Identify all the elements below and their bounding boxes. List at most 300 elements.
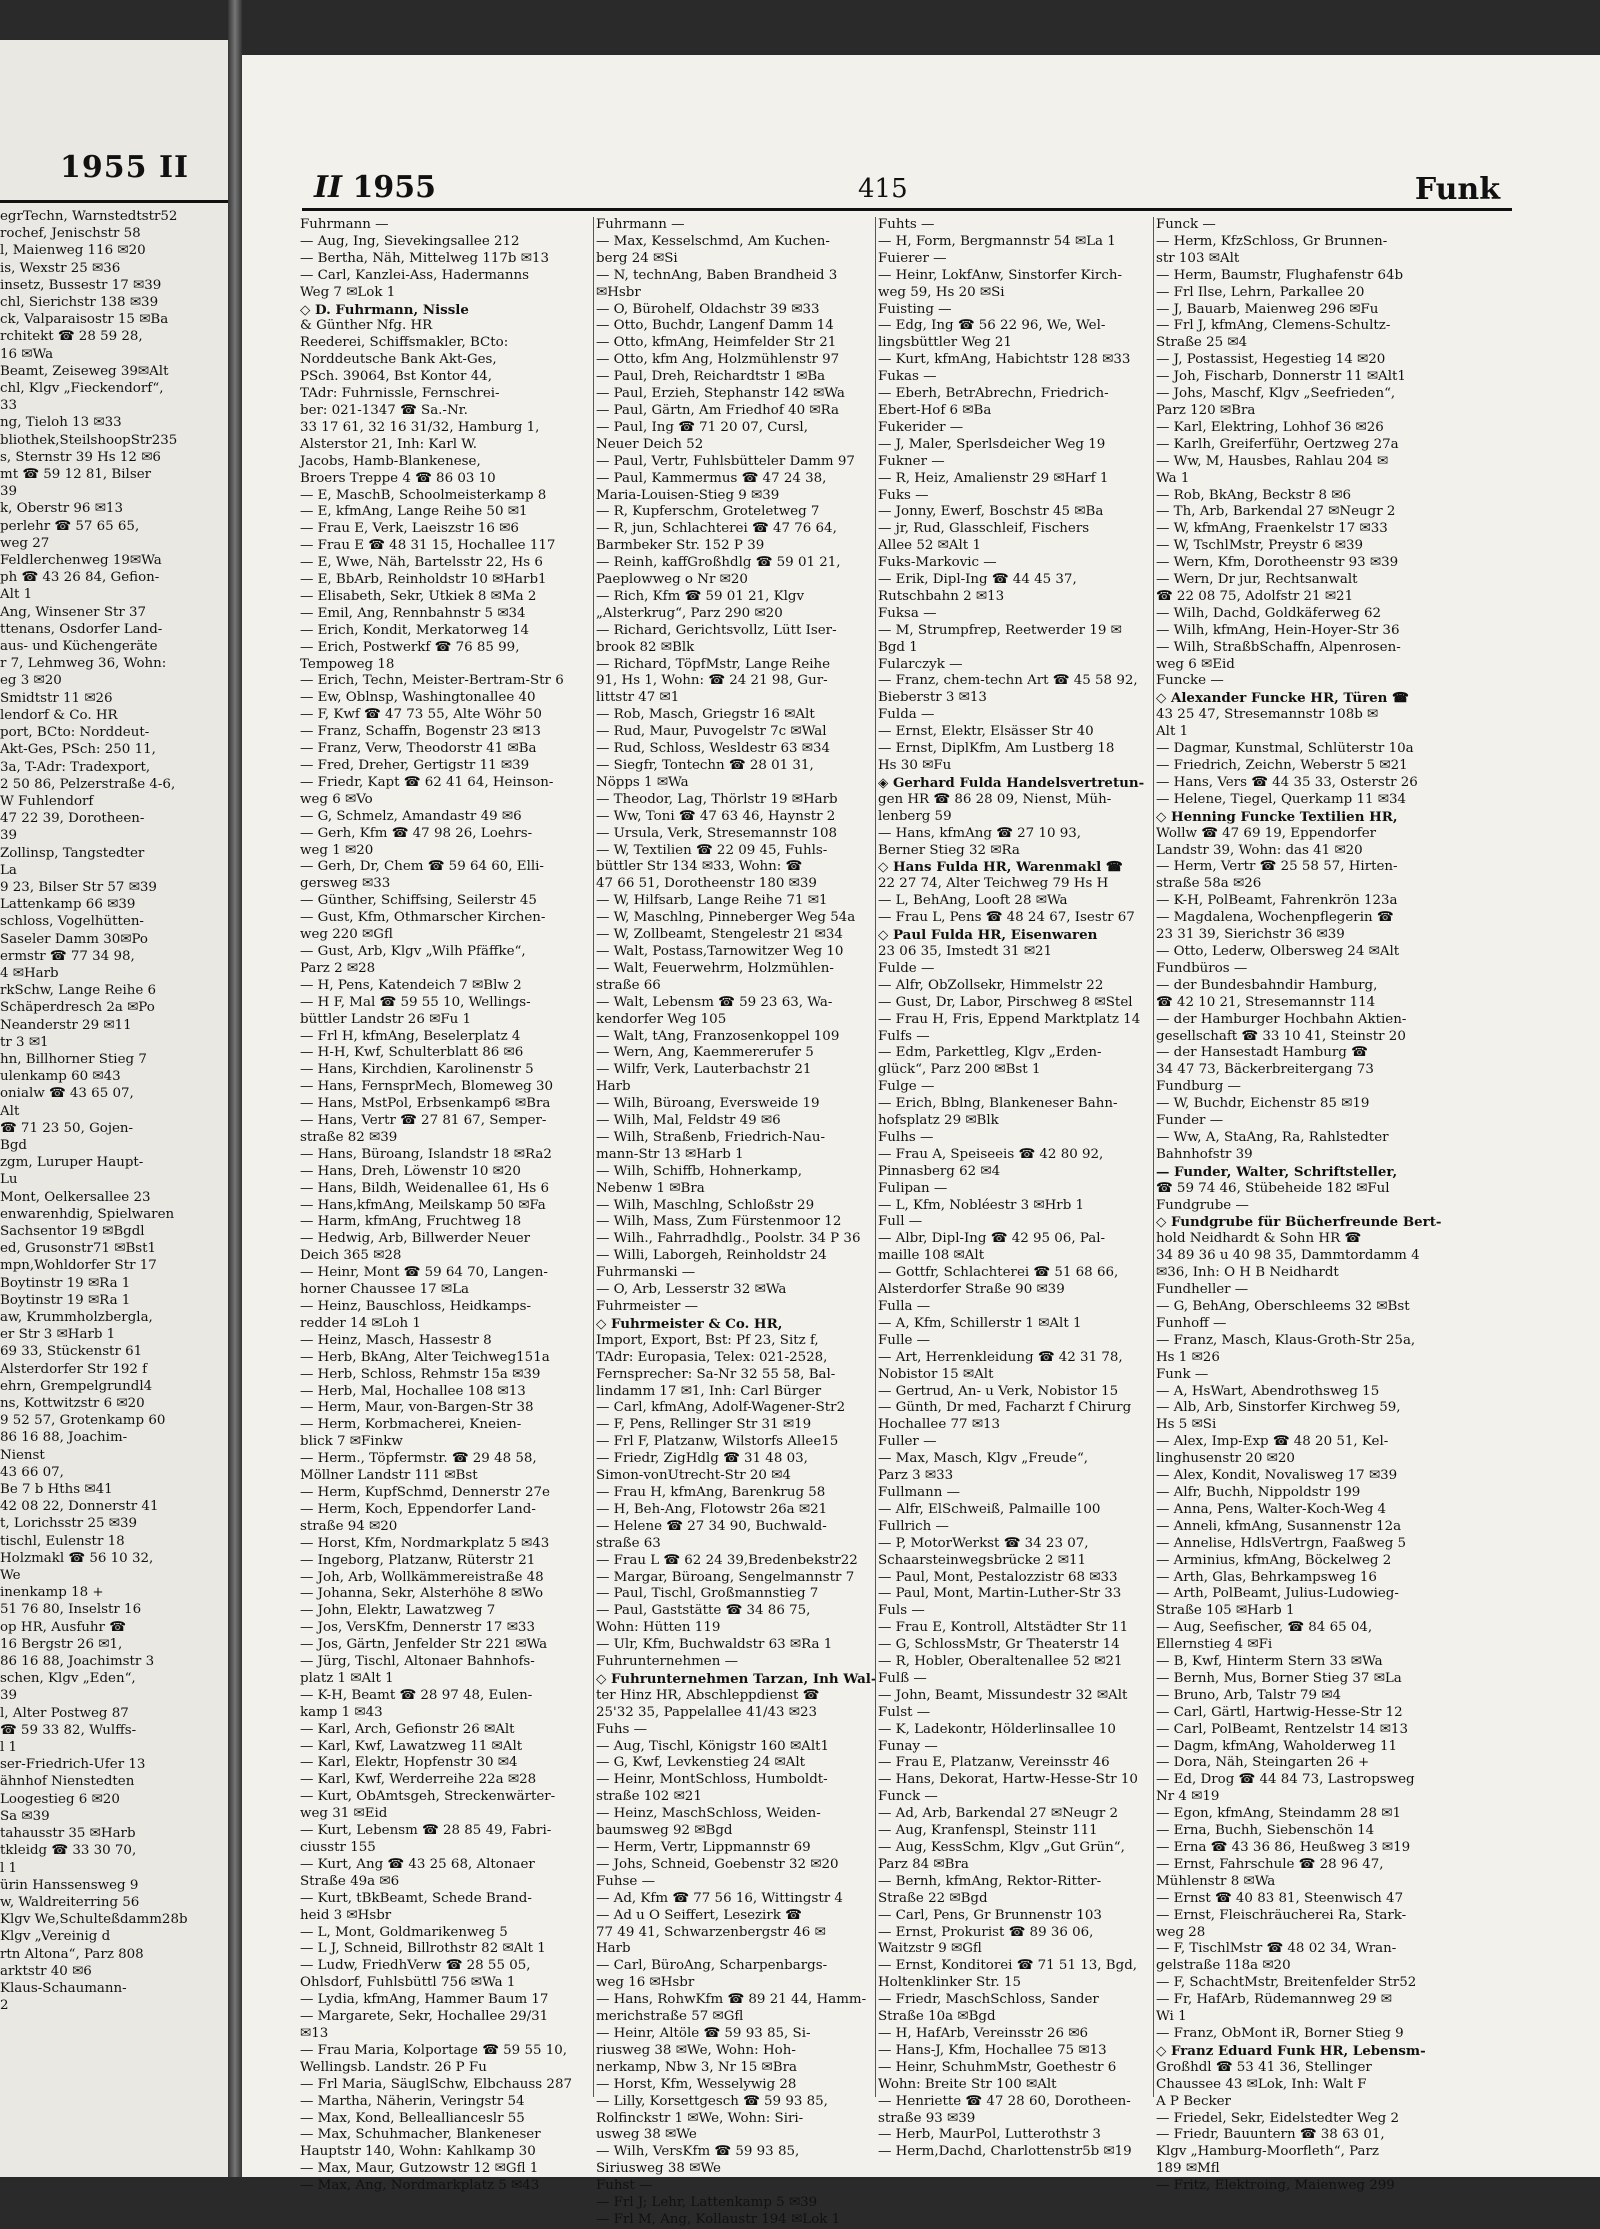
directory-entry-line: ürin Hanssensweg 9 bbox=[0, 1877, 139, 1893]
directory-entry-line: Ellernstieg 4 ✉Fi bbox=[1156, 1637, 1273, 1653]
directory-entry-line: — Friedrich, Zeichn, Weberstr 5 ✉21 bbox=[1156, 758, 1408, 773]
directory-entry-line: — O, Bürohelf, Oldachstr 39 ✉33 bbox=[596, 301, 820, 317]
directory-entry-line: ed, Grusonstr71 ✉Bst1 bbox=[0, 1241, 157, 1257]
directory-entry-line: Fuller — bbox=[878, 1434, 937, 1450]
column-divider bbox=[1153, 217, 1154, 2097]
directory-entry-line: — Paul, Dreh, Reichardtstr 1 ✉Ba bbox=[596, 369, 826, 385]
header-roman: II bbox=[314, 170, 343, 205]
left-page-rule bbox=[0, 200, 230, 203]
directory-entry-line: — Paul, Gärtn, Am Friedhof 40 ✉Ra bbox=[596, 402, 839, 418]
directory-entry-line: baumsweg 92 ✉Bgd bbox=[596, 1823, 733, 1839]
directory-entry-line: arktstr 40 ✉6 bbox=[0, 1963, 92, 1979]
directory-entry-line: Fuksa — bbox=[878, 605, 937, 621]
directory-entry-line: Fulst — bbox=[878, 1704, 931, 1720]
directory-entry-line: Hauptstr 140, Wohn: Kahlkamp 30 bbox=[300, 2144, 536, 2160]
directory-entry-line: — Gertrud, An- u Verk, Nobistor 15 bbox=[878, 1383, 1119, 1399]
directory-entry-line: — Heinr, Altöle ☎ 59 93 85, Si- bbox=[596, 2025, 811, 2041]
directory-entry-line: — M, Strumpfrep, Reetwerder 19 ✉ bbox=[878, 622, 1122, 638]
directory-entry-line: — Jürg, Tischl, Altonaer Bahnhofs- bbox=[300, 1654, 535, 1670]
directory-entry-line: — der Bundesbahndir Hamburg, bbox=[1156, 977, 1378, 993]
directory-entry-line: — J, Bauarb, Maienweg 296 ✉Fu bbox=[1156, 301, 1379, 317]
directory-entry-line: — Aug, Seefischer, ☎ 84 65 04, bbox=[1156, 1620, 1373, 1636]
directory-entry-line: enwarenhdig, Spielwaren bbox=[0, 1206, 175, 1222]
directory-entry-line: er Str 3 ✉Harb 1 bbox=[0, 1327, 116, 1343]
directory-entry-line: ng, Tieloh 13 ✉33 bbox=[0, 415, 122, 431]
directory-entry-line: Fundgrube — bbox=[1156, 1197, 1249, 1213]
directory-entry-line: schloss, Vogelhütten- bbox=[0, 914, 144, 930]
directory-entry-line: Wohn: Breite Str 100 ✉Alt bbox=[878, 2076, 1057, 2092]
directory-entry-line: büttler Landstr 26 ✉Fu 1 bbox=[300, 1011, 472, 1027]
directory-entry-line: — Walt, Feuerwehrm, Holzmühlen- bbox=[596, 960, 834, 976]
directory-entry-line: — Otto, kfmAng, Heimfelder Str 21 bbox=[596, 335, 837, 351]
directory-entry-line: — Herm, KupfSchmd, Dennerstr 27e bbox=[300, 1484, 550, 1500]
directory-entry-line: Import, Export, Bst: Pf 23, Sitz f, bbox=[596, 1332, 819, 1348]
directory-entry-line: — Karl, Elektring, Lohhof 36 ✉26 bbox=[1156, 419, 1384, 435]
directory-entry-line: — Arth, Glas, Behrkampsweg 16 bbox=[1156, 1569, 1377, 1585]
directory-entry-line: Fuhrunternehmen — bbox=[596, 1654, 738, 1670]
directory-entry-line: ◇ Fuhrmeister & Co. HR, bbox=[596, 1315, 783, 1332]
directory-entry-line: l, Alter Postweg 87 bbox=[0, 1705, 129, 1721]
directory-entry-line: — Bertha, Näh, Mittelweg 117b ✉13 bbox=[300, 250, 549, 266]
directory-entry-line: — Ludw, FriedhVerw ☎ 28 55 05, bbox=[300, 1958, 531, 1974]
directory-entry-line: maille 108 ✉Alt bbox=[878, 1248, 985, 1264]
directory-entry-line: linghusenstr 20 ✉20 bbox=[1156, 1451, 1295, 1467]
directory-entry-line: 3a, T-Adr: Tradexport, bbox=[0, 759, 151, 775]
directory-entry-line: w, Waldreiterring 56 bbox=[0, 1894, 140, 1910]
directory-entry-line: — Kurt, kfmAng, Habichtstr 128 ✉33 bbox=[878, 352, 1131, 368]
directory-entry-line: — Th, Arb, Barkendal 27 ✉Neugr 2 bbox=[1156, 504, 1396, 520]
directory-entry-line: brook 82 ✉Blk bbox=[596, 639, 695, 655]
directory-entry-line: — Dagm, kfmAng, Waholderweg 11 bbox=[1156, 1738, 1397, 1754]
directory-entry-line: — Frau E, Kontroll, Altstädter Str 11 bbox=[878, 1620, 1129, 1636]
directory-entry-line: rtn Altona“, Parz 808 bbox=[0, 1946, 144, 1962]
directory-entry-line: 4 ✉Harb bbox=[0, 965, 59, 981]
directory-entry-line: — Herm, Vertr, Lippmannstr 69 bbox=[596, 1840, 811, 1855]
directory-entry-line: — Magdalena, Wochenpflegerin ☎ bbox=[1156, 910, 1394, 926]
directory-entry-line: — Ernst, Fahrschule ☎ 28 96 47, bbox=[1156, 1856, 1384, 1872]
directory-entry-line: weg 6 ✉Vo bbox=[300, 791, 373, 807]
directory-entry-line: straße 66 bbox=[596, 977, 661, 993]
directory-entry-line: — Karl, Kwf, Werderreihe 22a ✉28 bbox=[300, 1772, 537, 1788]
directory-entry-line: — Helene ☎ 27 34 90, Buchwald- bbox=[596, 1518, 827, 1534]
directory-entry-line: — Herm, Maur, von-Bargen-Str 38 bbox=[300, 1400, 534, 1416]
directory-entry-line: ◇ Fuhrunternehmen Tarzan, Inh Wal- bbox=[596, 1670, 877, 1687]
directory-entry-line: Möllner Landstr 111 ✉Bst bbox=[300, 1468, 478, 1484]
directory-entry-line: büttler Str 134 ✉33, Wohn: ☎ bbox=[596, 859, 803, 875]
directory-entry-line: — H, Beh-Ang, Flotowstr 26a ✉21 bbox=[596, 1501, 828, 1517]
directory-entry-line: — A, Kfm, Schillerstr 1 ✉Alt 1 bbox=[878, 1315, 1082, 1331]
directory-entry-line: — Hans, Vertr ☎ 27 81 67, Semper- bbox=[300, 1113, 547, 1129]
directory-entry-line: Fuhrmanski — bbox=[596, 1265, 696, 1281]
directory-entry-line: — Gerh, Dr, Chem ☎ 59 64 60, Elli- bbox=[300, 859, 544, 875]
directory-entry-line: Fuls — bbox=[878, 1603, 925, 1619]
directory-entry-line: — W, TschlMstr, Preystr 6 ✉39 bbox=[1156, 538, 1364, 554]
directory-entry-line: Fulge — bbox=[878, 1079, 935, 1095]
directory-entry-line: usweg 38 ✉We bbox=[596, 2127, 697, 2143]
directory-entry-line: Fuierer — bbox=[878, 250, 947, 266]
directory-entry-line: 16 Bergstr 26 ✉1, bbox=[0, 1636, 123, 1652]
header-volume bbox=[314, 170, 436, 205]
directory-entry-line: 16 ✉Wa bbox=[0, 346, 54, 362]
directory-entry-line: — Hans, Büroang, Islandstr 18 ✉Ra2 bbox=[300, 1146, 552, 1162]
directory-entry-line: kamp 1 ✉43 bbox=[300, 1704, 383, 1720]
directory-entry-line: straße 58a ✉26 bbox=[1156, 876, 1262, 892]
directory-entry-line: Neuer Deich 52 bbox=[596, 436, 704, 452]
directory-entry-line: Neanderstr 29 ✉11 bbox=[0, 1017, 132, 1033]
directory-entry-line: berg 24 ✉Si bbox=[596, 250, 678, 266]
directory-entry-line: ermstr ☎ 77 34 98, bbox=[0, 948, 135, 964]
directory-entry-line: Alt 1 bbox=[0, 587, 33, 603]
directory-entry-line: is, Wexstr 25 ✉36 bbox=[0, 260, 121, 276]
directory-entry-line: mt ☎ 59 12 81, Bilser bbox=[0, 467, 152, 483]
directory-entry-line: — Heinz, Masch, Hassestr 8 bbox=[300, 1332, 492, 1348]
directory-entry-line: ber: 021-1347 ☎ Sa.-Nr. bbox=[300, 402, 468, 418]
directory-entry-line: — Rud, Schloss, Wesldestr 63 ✉34 bbox=[596, 741, 831, 757]
directory-entry-line: Jacobs, Hamb-Blankenese, bbox=[300, 453, 481, 469]
directory-entry-line: hn, Billhorner Stieg 7 bbox=[0, 1051, 147, 1067]
directory-entry-line: — Gottfr, Schlachterei ☎ 51 68 66, bbox=[878, 1265, 1119, 1281]
directory-entry-line: A P Becker bbox=[1156, 2093, 1231, 2109]
directory-entry-line: — Friedr, ZigHdlg ☎ 31 48 03, bbox=[596, 1451, 808, 1467]
directory-entry-line: Broers Treppe 4 ☎ 86 03 10 bbox=[300, 470, 496, 486]
directory-entry-line: ◇ Hans Fulda HR, Warenmakl ☎ bbox=[878, 859, 1123, 876]
directory-entry-line: — Erna ☎ 43 36 86, Heußweg 3 ✉19 bbox=[1156, 1840, 1411, 1855]
directory-entry-line: Nr 4 ✉19 bbox=[1156, 1789, 1220, 1805]
directory-entry-line: 91, Hs 1, Wohn: ☎ 24 21 98, Gur- bbox=[596, 673, 828, 689]
directory-entry-line: 34 47 73, Bäckerbreitergang 73 bbox=[1156, 1062, 1374, 1078]
directory-entry-line: Ohlsdorf, Fuhlsbüttl 756 ✉Wa 1 bbox=[300, 1975, 516, 1991]
directory-entry-line: Rolfinckstr 1 ✉We, Wohn: Siri- bbox=[596, 2110, 804, 2126]
directory-entry-line: t, Lorichsstr 25 ✉39 bbox=[0, 1516, 137, 1532]
directory-entry-line: insetz, Bussestr 17 ✉39 bbox=[0, 277, 162, 293]
directory-entry-line: Fulde — bbox=[878, 960, 935, 976]
directory-entry-line: — Carl, Pens, Gr Brunnenstr 103 bbox=[878, 1907, 1102, 1923]
directory-entry-line: Hochallee 77 ✉13 bbox=[878, 1417, 1001, 1433]
directory-entry-line: 189 ✉Mfl bbox=[1156, 2161, 1220, 2177]
directory-entry-line: Fulle — bbox=[878, 1332, 931, 1348]
directory-entry-line: Fuks — bbox=[878, 487, 929, 503]
directory-entry-line: Alsterstor 21, Inh: Karl W. bbox=[300, 436, 477, 452]
book-gutter bbox=[228, 0, 242, 2177]
directory-entry-line: — Franz, Schaffn, Bogenstr 23 ✉13 bbox=[300, 724, 541, 740]
directory-entry-line: Fulda — bbox=[878, 707, 935, 723]
directory-entry-line: straße 82 ✉39 bbox=[300, 1129, 398, 1145]
directory-entry-line: — Franz, ObMont iR, Borner Stieg 9 bbox=[1156, 2025, 1404, 2041]
directory-entry-line: Hs 5 ✉Si bbox=[1156, 1417, 1217, 1433]
directory-entry-line: ✉36, Inh: O H B Neidhardt bbox=[1156, 1265, 1339, 1281]
left-facing-page bbox=[0, 40, 230, 2177]
directory-entry-line: — G, Kwf, Levkenstieg 24 ✉Alt bbox=[596, 1755, 806, 1771]
directory-entry-line: ✉13 bbox=[300, 2025, 329, 2041]
directory-entry-line: — Lilly, Korsettgesch ☎ 59 93 85, bbox=[596, 2093, 828, 2109]
directory-entry-line: Mühlenstr 8 ✉Wa bbox=[1156, 1873, 1276, 1889]
directory-entry-line: — Henriette ☎ 47 28 60, Dorotheen- bbox=[878, 2093, 1131, 2109]
directory-entry-line: — Helene, Tiegel, Querkamp 11 ✉34 bbox=[1156, 791, 1407, 807]
header-year: 1955 bbox=[352, 170, 437, 205]
directory-entry-line: Fukas — bbox=[878, 369, 937, 385]
directory-entry-line: Full — bbox=[878, 1214, 923, 1230]
directory-entry-line: — Alb, Arb, Sinstorfer Kirchweg 59, bbox=[1156, 1400, 1401, 1416]
directory-entry-line: Fukner — bbox=[878, 453, 945, 469]
directory-entry-line: — Gust, Kfm, Othmarscher Kirchen- bbox=[300, 910, 546, 926]
directory-entry-line: — Max, Schuhmacher, Blankeneser bbox=[300, 2127, 541, 2143]
directory-entry-line: — Wilh., Fahrradhdlg., Poolstr. 34 P 36 bbox=[596, 1231, 861, 1247]
directory-entry-line: — Heinr, MontSchloss, Humboldt- bbox=[596, 1772, 828, 1788]
directory-entry-line: Smidtstr 11 ✉26 bbox=[0, 690, 113, 706]
directory-entry-line: Waitzstr 9 ✉Gfl bbox=[878, 1941, 982, 1957]
directory-entry-line: — Edg, Ing ☎ 56 22 96, We, Wel- bbox=[878, 318, 1106, 334]
directory-entry-line: — Kurt, ObAmtsgeh, Streckenwärter- bbox=[300, 1789, 556, 1805]
directory-entry-line: ciusstr 155 bbox=[300, 1840, 376, 1855]
directory-entry-line: — Rud, Maur, Puvogelstr 7c ✉Wal bbox=[596, 724, 827, 740]
directory-entry-line: ns, Kottwitzstr 6 ✉20 bbox=[0, 1396, 145, 1412]
directory-entry-line: chl, Sierichstr 138 ✉39 bbox=[0, 295, 159, 311]
directory-entry-line: — Heinz, MaschSchloss, Weiden- bbox=[596, 1806, 821, 1822]
directory-entry-line: Alsterdorfer Straße 90 ✉39 bbox=[878, 1282, 1065, 1298]
directory-entry-line: Fuhrmeister — bbox=[596, 1299, 699, 1314]
directory-entry-line: — W, kfmAng, Fraenkelstr 17 ✉33 bbox=[1156, 521, 1388, 537]
directory-entry-line: — Frau E ☎ 48 31 15, Hochallee 117 bbox=[300, 538, 556, 554]
directory-entry-line: TAdr: Europasia, Telex: 021-2528, bbox=[596, 1349, 828, 1365]
directory-entry-line: — Siegfr, Tontechn ☎ 28 01 31, bbox=[596, 758, 814, 773]
directory-entry-line: — Frl Ilse, Lehrn, Parkallee 20 bbox=[1156, 284, 1365, 300]
directory-entry-line: — Wilh, VersKfm ☎ 59 93 85, bbox=[596, 2144, 800, 2160]
directory-entry-line: — Friedr, Kapt ☎ 62 41 64, Heinson- bbox=[300, 774, 554, 790]
directory-page bbox=[242, 55, 1600, 2227]
directory-entry-line: — F, Kwf ☎ 47 73 55, Alte Wöhr 50 bbox=[300, 707, 542, 723]
directory-entry-line: Landstr 39, Wohn: das 41 ✉20 bbox=[1156, 842, 1363, 858]
directory-entry-line: Fulfs — bbox=[878, 1028, 930, 1044]
directory-entry-line: — Ingeborg, Platzanw, Rüterstr 21 bbox=[300, 1552, 536, 1568]
directory-entry-line: — Karl, Arch, Gefionstr 26 ✉Alt bbox=[300, 1721, 515, 1737]
directory-entry-line: — Hans,kfmAng, Meilskamp 50 ✉Fa bbox=[300, 1197, 546, 1213]
directory-entry-line: ◈ Gerhard Fulda Handelsvertretun- bbox=[878, 774, 1145, 791]
directory-entry-line: Funck — bbox=[878, 1789, 938, 1805]
directory-entry-line: lenberg 59 bbox=[878, 808, 952, 824]
directory-entry-line: — K-H, PolBeamt, Fahrenkrön 123a bbox=[1156, 893, 1398, 909]
directory-entry-line: — Frau H, kfmAng, Barenkrug 58 bbox=[596, 1484, 826, 1500]
directory-entry-line: heid 3 ✉Hsbr bbox=[300, 1907, 392, 1923]
directory-entry-line: — Hans, Kirchdien, Karolinenstr 5 bbox=[300, 1062, 534, 1078]
directory-entry-line: — Hans, FernsprMech, Blomeweg 30 bbox=[300, 1079, 554, 1095]
directory-entry-line: straße 94 ✉20 bbox=[300, 1518, 398, 1534]
directory-entry-line: Fundburg — bbox=[1156, 1079, 1241, 1095]
directory-entry-line: — G, BehAng, Oberschleems 32 ✉Bst bbox=[1156, 1299, 1410, 1314]
directory-entry-line: Schäperdresch 2a ✉Po bbox=[0, 1000, 155, 1016]
directory-entry-line: Funay — bbox=[878, 1738, 938, 1754]
directory-entry-line: schen, Klgv „Eden“, bbox=[0, 1671, 136, 1687]
directory-entry-line: — Hans, Bildh, Weidenallee 61, Hs 6 bbox=[300, 1180, 549, 1196]
directory-entry-line: — Annelise, HdlsVertrgn, Faaßweg 5 bbox=[1156, 1535, 1407, 1551]
directory-entry-line: — Albr, Dipl-Ing ☎ 42 95 06, Pal- bbox=[878, 1231, 1106, 1247]
directory-entry-line: — Rob, Masch, Griegstr 16 ✉Alt bbox=[596, 707, 815, 723]
directory-entry-line: Parz 2 ✉28 bbox=[300, 960, 376, 976]
directory-entry-line: — Rich, Kfm ☎ 59 01 21, Klgv bbox=[596, 588, 805, 604]
directory-entry-line: Funder — bbox=[1156, 1113, 1224, 1129]
directory-entry-line: — W, Textilien ☎ 22 09 45, Fuhls- bbox=[596, 842, 828, 858]
directory-entry-line: — Ernst, Prokurist ☎ 89 36 06, bbox=[878, 1924, 1094, 1940]
directory-entry-line: — Ernst, Fleischräucherei Ra, Stark- bbox=[1156, 1907, 1407, 1923]
directory-entry-line: — F, TischlMstr ☎ 48 02 34, Wran- bbox=[1156, 1941, 1397, 1957]
directory-entry-line: — Horst, Kfm, Wesselywig 28 bbox=[596, 2076, 797, 2092]
directory-entry-line: — Hans, Dekorat, Hartw-Hesse-Str 10 bbox=[878, 1772, 1138, 1788]
directory-entry-line: — Frl J; Lehr, Lattenkamp 5 ✉39 bbox=[596, 2195, 818, 2211]
directory-entry-line: — Eberh, BetrAbrechn, Friedrich- bbox=[878, 386, 1109, 402]
directory-entry-line: — Hans, RohwKfm ☎ 89 21 44, Hamm- bbox=[596, 1992, 867, 2008]
directory-entry-line: — L, Kfm, Nobléestr 3 ✉Hrb 1 bbox=[878, 1197, 1085, 1213]
directory-entry-line: — Heinr, LokfAnw, Sinstorfer Kirch- bbox=[878, 267, 1122, 283]
directory-entry-line: Tempoweg 18 bbox=[300, 656, 395, 672]
directory-entry-line: Fuhrmann — bbox=[300, 217, 389, 232]
directory-entry-line: Fuhts — bbox=[878, 217, 935, 232]
directory-entry-line: — Wern, Kfm, Dorotheenstr 93 ✉39 bbox=[1156, 555, 1399, 571]
directory-entry-line: — R, Heiz, Amalienstr 29 ✉Harf 1 bbox=[878, 470, 1109, 486]
directory-entry-line: — Herm., Töpfermstr. ☎ 29 48 58, bbox=[300, 1451, 537, 1467]
directory-entry-line: Wohn: Hütten 119 bbox=[596, 1620, 721, 1636]
directory-entry-line: Fuks-Markovic — bbox=[878, 555, 997, 571]
directory-entry-line: Alsterdorfer Str 192 f bbox=[0, 1361, 148, 1377]
directory-entry-line: — Ad, Kfm ☎ 77 56 16, Wittingstr 4 bbox=[596, 1890, 843, 1906]
directory-entry-line: — Frl Maria, SäuglSchw, Elbchauss 287 bbox=[300, 2076, 572, 2092]
directory-entry-line: l, Maienweg 116 ✉20 bbox=[0, 243, 146, 259]
directory-entry-line: — Arth, PolBeamt, Julius-Ludowieg- bbox=[1156, 1586, 1399, 1602]
directory-entry-line: — W, Hilfsarb, Lange Reihe 71 ✉1 bbox=[596, 893, 828, 909]
directory-entry-line: — F, Pens, Rellinger Str 31 ✉19 bbox=[596, 1417, 812, 1433]
directory-entry-line: — John, Elektr, Lawatzweg 7 bbox=[300, 1603, 496, 1619]
directory-entry-line: Fuhrmann — bbox=[596, 217, 685, 232]
directory-entry-line: lingsbüttler Weg 21 bbox=[878, 335, 1012, 351]
directory-column-2 bbox=[596, 217, 877, 2227]
directory-entry-line: — Ernst, Konditorei ☎ 71 51 13, Bgd, bbox=[878, 1958, 1138, 1974]
directory-entry-line: rchitekt ☎ 28 59 28, bbox=[0, 329, 143, 345]
directory-entry-line: Bgd bbox=[0, 1137, 27, 1153]
directory-entry-line: — Carl, BüroAng, Scharpenbargs- bbox=[596, 1958, 828, 1974]
directory-entry-line: — Wilh, Schiffb, Hohnerkamp, bbox=[596, 1163, 802, 1179]
directory-entry-line: — Friedel, Sekr, Eidelstedter Weg 2 bbox=[1156, 2110, 1399, 2126]
directory-entry-line: — Kurt, Ang ☎ 43 25 68, Altonaer bbox=[300, 1856, 535, 1872]
directory-entry-line: Straße 105 ✉Harb 1 bbox=[1156, 1603, 1295, 1619]
directory-entry-line: hold Neidhardt & Sohn HR ☎ bbox=[1156, 1231, 1362, 1247]
directory-entry-line: 77 49 41, Schwarzenbergstr 46 ✉ bbox=[596, 1924, 826, 1940]
directory-entry-line: aus- und Küchengeräte bbox=[0, 639, 158, 655]
directory-entry-line: — Ad u O Seiffert, Lesezirk ☎ bbox=[596, 1907, 802, 1923]
directory-entry-line: Zollinsp, Tangstedter bbox=[0, 845, 145, 861]
directory-entry-line: weg 220 ✉Gfl bbox=[300, 927, 393, 943]
directory-entry-line: — Reinh, kaffGroßhdlg ☎ 59 01 21, bbox=[596, 555, 841, 571]
directory-entry-line: — Karl, Kwf, Lawatzweg 11 ✉Alt bbox=[300, 1738, 523, 1754]
directory-entry-line: — Alfr, ObZollsekr, Himmelstr 22 bbox=[878, 977, 1104, 993]
directory-entry-line: — Ulr, Kfm, Buchwaldstr 63 ✉Ra 1 bbox=[596, 1637, 833, 1653]
directory-entry-line: 39 bbox=[0, 1688, 18, 1704]
directory-entry-line: gen HR ☎ 86 28 09, Nienst, Müh- bbox=[878, 791, 1112, 807]
directory-entry-line: — Margar, Büroang, Sengelmannstr 7 bbox=[596, 1569, 855, 1585]
directory-entry-line: — Egon, kfmAng, Steindamm 28 ✉1 bbox=[1156, 1806, 1401, 1822]
directory-entry-line: — Walt, Postass,Tarnowitzer Weg 10 bbox=[596, 943, 844, 959]
directory-entry-line: ser-Friedrich-Ufer 13 bbox=[0, 1757, 146, 1773]
directory-entry-line: ulenkamp 60 ✉43 bbox=[0, 1069, 121, 1085]
directory-entry-line: — K-H, Beamt ☎ 28 97 48, Eulen- bbox=[300, 1687, 533, 1703]
directory-entry-line: — Ernst ☎ 40 83 81, Steenwisch 47 bbox=[1156, 1890, 1404, 1906]
directory-entry-line: — Erich, Bblng, Blankeneser Bahn- bbox=[878, 1096, 1118, 1112]
directory-entry-line: Lu bbox=[0, 1172, 18, 1188]
directory-entry-line: littstr 47 ✉1 bbox=[596, 690, 680, 706]
directory-entry-line: — Herm, Korbmacherei, Kneien- bbox=[300, 1417, 522, 1433]
directory-entry-line: — der Hamburger Hochbahn Aktien- bbox=[1156, 1011, 1407, 1027]
directory-entry-line: — Paul, Tischl, Großmannstieg 7 bbox=[596, 1586, 819, 1602]
directory-entry-line: l 1 bbox=[0, 1860, 18, 1876]
directory-entry-line: l 1 bbox=[0, 1740, 18, 1756]
directory-entry-line: — Franz, Masch, Klaus-Groth-Str 25a, bbox=[1156, 1332, 1416, 1348]
directory-entry-line: ◇ Alexander Funcke HR, Türen ☎ bbox=[1156, 690, 1409, 707]
directory-entry-line: — Paul, Vertr, Fuhlsbütteler Damm 97 bbox=[596, 453, 855, 469]
directory-entry-line: Straße 25 ✉4 bbox=[1156, 335, 1248, 351]
directory-entry-line: — Paul, Mont, Pestalozzistr 68 ✉33 bbox=[878, 1569, 1118, 1585]
directory-entry-line: — Aug, KessSchm, Klgv „Gut Grün“, bbox=[878, 1840, 1125, 1855]
directory-entry-line: 47 22 39, Dorotheen- bbox=[0, 811, 145, 827]
directory-entry-line: Fullmann — bbox=[878, 1484, 961, 1500]
directory-entry-line: — H, Form, Bergmannstr 54 ✉La 1 bbox=[878, 233, 1116, 249]
directory-entry-line: chl, Klgv „Fieckendorf“, bbox=[0, 381, 164, 397]
directory-column-1 bbox=[300, 217, 590, 2194]
directory-entry-line: — H, Pens, Katendeich 7 ✉Blw 2 bbox=[300, 977, 522, 993]
directory-entry-line: — Gust, Dr, Labor, Pirschweg 8 ✉Stel bbox=[878, 994, 1133, 1010]
directory-entry-line: — Willi, Laborgeh, Reinholdstr 24 bbox=[596, 1248, 827, 1264]
directory-entry-line: — G, Schmelz, Amandastr 49 ✉6 bbox=[300, 808, 522, 824]
directory-entry-line: Funk — bbox=[1156, 1366, 1209, 1382]
directory-entry-line: platz 1 ✉Alt 1 bbox=[300, 1670, 394, 1686]
directory-entry-line: Nienst bbox=[0, 1447, 45, 1463]
directory-entry-line: Schaarsteinwegsbrücke 2 ✉11 bbox=[878, 1552, 1087, 1568]
directory-entry-line: — Hans, MstPol, Erbsenkamp6 ✉Bra bbox=[300, 1096, 551, 1112]
directory-entry-line: — Emil, Ang, Rennbahnstr 5 ✉34 bbox=[300, 605, 526, 621]
directory-entry-line: Wollw ☎ 47 69 19, Eppendorfer bbox=[1156, 825, 1377, 841]
directory-entry-line: Wi 1 bbox=[1156, 2009, 1187, 2025]
directory-entry-line: Fuhs — bbox=[596, 1721, 648, 1737]
directory-entry-line: Hs 30 ✉Fu bbox=[878, 758, 952, 773]
directory-entry-line: — Wilh, Büroang, Eversweide 19 bbox=[596, 1096, 820, 1112]
directory-entry-line: 51 76 80, Inselstr 16 bbox=[0, 1602, 142, 1618]
directory-entry-line: redder 14 ✉Loh 1 bbox=[300, 1315, 421, 1331]
directory-entry-line: — Paul, Kammermus ☎ 47 24 38, bbox=[596, 470, 827, 486]
directory-entry-line: — Alfr, ElSchweiß, Palmaille 100 bbox=[878, 1501, 1101, 1517]
directory-entry-line: — Richard, TöpfMstr, Lange Reihe bbox=[596, 656, 831, 672]
directory-entry-line: — Herm, Koch, Eppendorfer Land- bbox=[300, 1501, 536, 1517]
directory-entry-line: rkSchw, Lange Reihe 6 bbox=[0, 983, 157, 999]
directory-entry-line: aw, Krummholzbergla, bbox=[0, 1310, 153, 1325]
directory-entry-line: straße 63 bbox=[596, 1535, 661, 1551]
directory-entry-line: ähnhof Nienstedten bbox=[0, 1774, 135, 1790]
directory-entry-line: ◇ Henning Funcke Textilien HR, bbox=[1156, 808, 1398, 825]
directory-entry-line: TAdr: Fuhrnissle, Fernschrei- bbox=[300, 386, 500, 402]
directory-entry-line: — Max, Masch, Klgv „Freude“, bbox=[878, 1451, 1089, 1467]
directory-entry-line: op HR, Ausfuhr ☎ bbox=[0, 1619, 126, 1635]
directory-entry-line: — Frau L, Pens ☎ 48 24 67, Isestr 67 bbox=[878, 910, 1135, 926]
directory-entry-line: Reederei, Schiffsmakler, BCto: bbox=[300, 335, 509, 351]
directory-entry-line: Pinnasberg 62 ✉4 bbox=[878, 1163, 1001, 1179]
directory-entry-line: — L, Mont, Goldmarikenweg 5 bbox=[300, 1924, 508, 1940]
directory-entry-line: onialw ☎ 43 65 07, bbox=[0, 1086, 134, 1102]
directory-entry-line: — Franz, chem-techn Art ☎ 45 58 92, bbox=[878, 673, 1138, 689]
directory-entry-line: — R, Kupferschm, Groteletweg 7 bbox=[596, 504, 820, 520]
directory-entry-line: weg 28 bbox=[1156, 1924, 1206, 1940]
directory-entry-line: — Bruno, Arb, Talstr 79 ✉4 bbox=[1156, 1687, 1341, 1703]
directory-entry-line: Harb bbox=[596, 1079, 631, 1095]
directory-entry-line: hofsplatz 29 ✉Blk bbox=[878, 1113, 999, 1129]
directory-entry-line: — H, HafArb, Vereinsstr 26 ✉6 bbox=[878, 2025, 1089, 2041]
directory-entry-line: Klgv „Hamburg-Moorfleth“, Parz bbox=[1156, 2144, 1379, 2160]
directory-entry-line: Funcke — bbox=[1156, 673, 1224, 689]
directory-entry-line: — Otto, kfm Ang, Holzmühlenstr 97 bbox=[596, 352, 840, 368]
